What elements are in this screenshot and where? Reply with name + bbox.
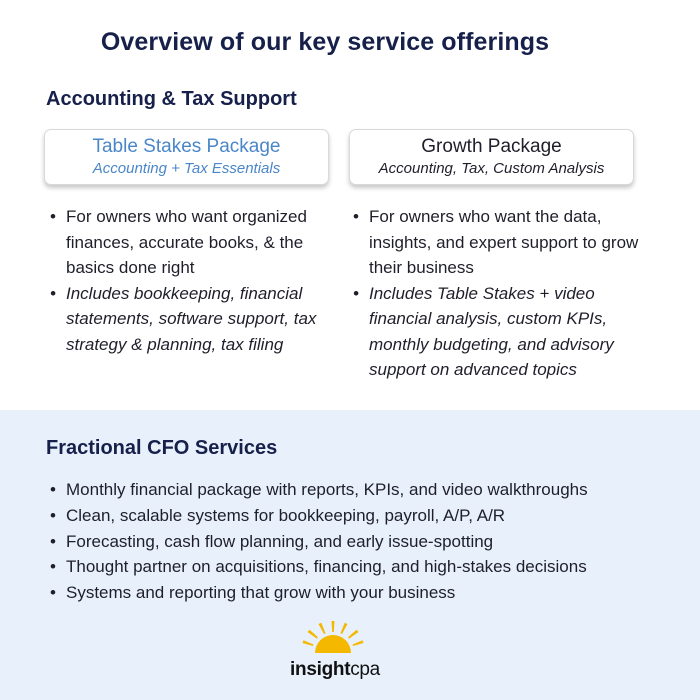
package-subtitle: Accounting + Tax Essentials bbox=[92, 160, 281, 177]
list-item: • For owners who want organized finances, accurate books, & the basics done right bbox=[48, 204, 338, 281]
growth-bullet-list bbox=[351, 204, 656, 383]
list-item: • Clean, scalable systems for bookkeeping, payroll, A/P, A/R bbox=[48, 503, 688, 529]
table-stakes-package-card bbox=[44, 129, 329, 185]
logo-word-bold: insight bbox=[290, 659, 351, 680]
growth-package-card bbox=[349, 129, 634, 185]
fractional-cfo-heading: Fractional CFO Services bbox=[46, 437, 278, 459]
package-subtitle: Accounting, Tax, Custom Analysis bbox=[378, 160, 605, 177]
list-item: • Includes Table Stakes + video financial analysis, custom KPIs, monthly budgeting, and advisory support on advanced topics bbox=[351, 281, 656, 383]
page-title: Overview of our key service offerings bbox=[100, 28, 550, 56]
list-item: • Forecasting, cash flow planning, and early issue-spotting bbox=[48, 529, 688, 555]
table-stakes-bullet-list bbox=[48, 204, 338, 357]
list-item: • For owners who want the data, insights, and expert support to grow their business bbox=[351, 204, 656, 281]
logo-wordmark bbox=[270, 659, 400, 681]
sunrise-icon bbox=[302, 620, 364, 656]
list-item: • Systems and reporting that grow with your business bbox=[48, 580, 688, 606]
list-item: • Monthly financial package with reports, KPIs, and video walkthroughs bbox=[48, 477, 688, 503]
accounting-tax-heading: Accounting & Tax Support bbox=[46, 88, 297, 110]
package-name: Growth Package bbox=[421, 136, 562, 157]
insight-cpa-logo bbox=[270, 620, 400, 690]
logo-word-light: cpa bbox=[350, 659, 380, 680]
list-item: • Includes bookkeeping, financial statements, software support, tax strategy & planning, tax filing bbox=[48, 281, 338, 358]
cfo-bullet-list bbox=[48, 477, 688, 606]
list-item: • Thought partner on acquisitions, financing, and high-stakes decisions bbox=[48, 554, 688, 580]
package-name: Table Stakes Package bbox=[92, 136, 281, 157]
